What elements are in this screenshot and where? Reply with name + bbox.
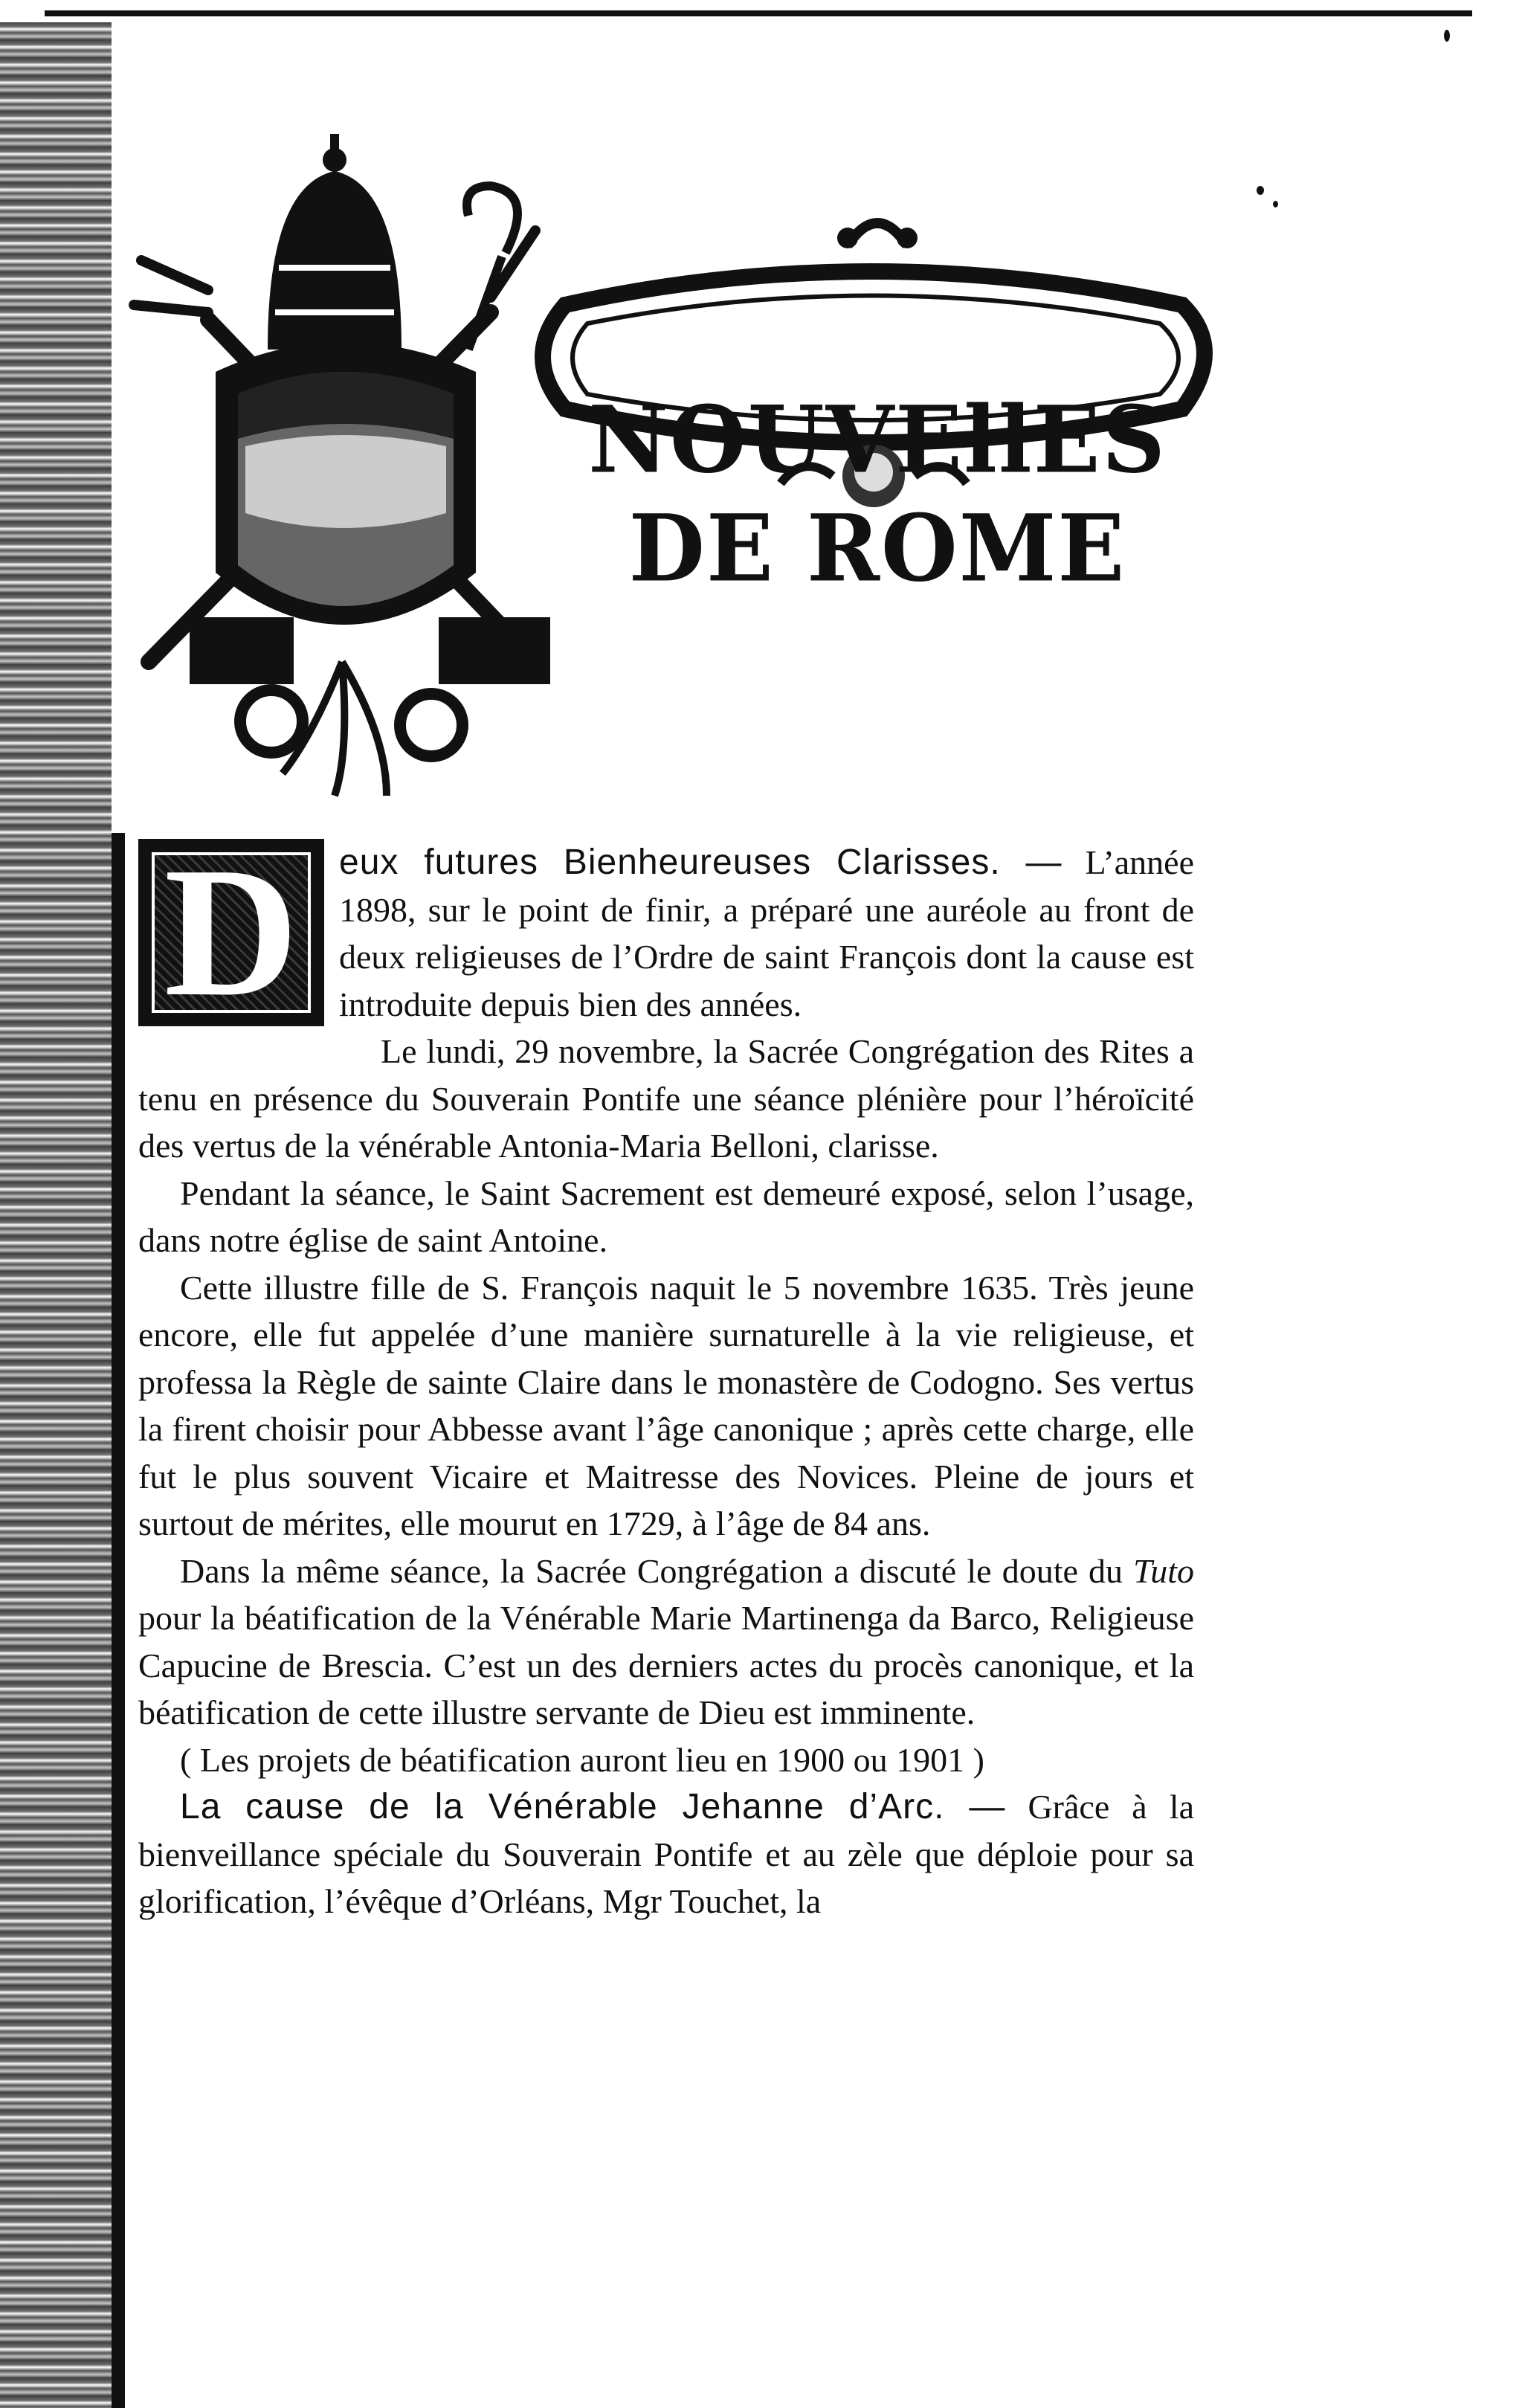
section-heading: eux futures Bienheureuses Clarisses. — [339,843,1063,882]
paragraph-text: Grâce à la bienveillance spéciale du Souverain Pontife et au zèle que déploie pour sa glorification, l’évêque d’Orléans, Mgr Touchet, la [138,1788,1195,1920]
paragraph: Pendant la séance, le Saint Sacrement est demeuré exposé, selon l’usage, dans notre église de saint Antoine. [138,1174,1194,1259]
drop-cap-spacer [138,829,339,1035]
scan-gutter-shadow [0,22,112,2408]
scan-speck [1444,30,1450,42]
paragraph: Le lundi, 29 novembre, la Sacrée Congrégation des Rites a tenu en présence du Souverain Pontife une séance plénière pour l’héroïcité des vertus de la vénérable Antonia-Maria Belloni, clarisse. [138,1032,1194,1165]
paragraph [138,1783,1194,1925]
italic-term: Tuto [1133,1551,1194,1590]
section-heading: La cause de la Vénérable Jehanne d’Arc. — [180,1787,1006,1826]
paragraph-text: L’année 1898, sur le point de finir, a préparé une auréole au front de deux religieuses de l’Ordre de saint François dont la cause est introduite depuis bien des années. [339,843,1195,1023]
drop-cap-letter: D [164,829,299,1035]
tiara-icon [268,134,402,350]
coat-of-arms-shield-icon [216,342,476,625]
scan-gutter-edge [112,833,125,2408]
article-body [138,829,1195,1925]
paragraph: ( Les projets de béatification auront lieu en 1900 ou 1901 ) [180,1740,984,1779]
paragraph-text: Dans la même séance, la Sacrée Congrégation a discuté le doute du [180,1551,1134,1590]
paragraph [138,1548,1194,1736]
paragraph-text: pour la béatification de la Vénérable Marie Martinenga da Barco, Religieuse Capucine de Brescia. C’est un des derniers actes du procès canonique, et la béatification de cette illustre servante de Dieu est imminente. [138,1599,1194,1731]
page-title: NOUVEllES DE ROME [588,385,1167,602]
paragraph: Cette illustre fille de S. François naquit le 5 novembre 1635. Très jeune encore, elle fut appelée d’une manière surnaturelle à la vie religieuse, et professa la Règle de sainte Claire dans le monastère de Codogno. Ses vertus la firent choisir pour Abbesse avant l’âge canonique ; après cette charge, elle fut le plus souvent Vicaire et Maitresse des Novices. Pleine de jours et surtout de mérites, elle mourut en 1729, à l’âge de 84 ans. [138,1268,1194,1542]
top-rule [45,10,1472,16]
